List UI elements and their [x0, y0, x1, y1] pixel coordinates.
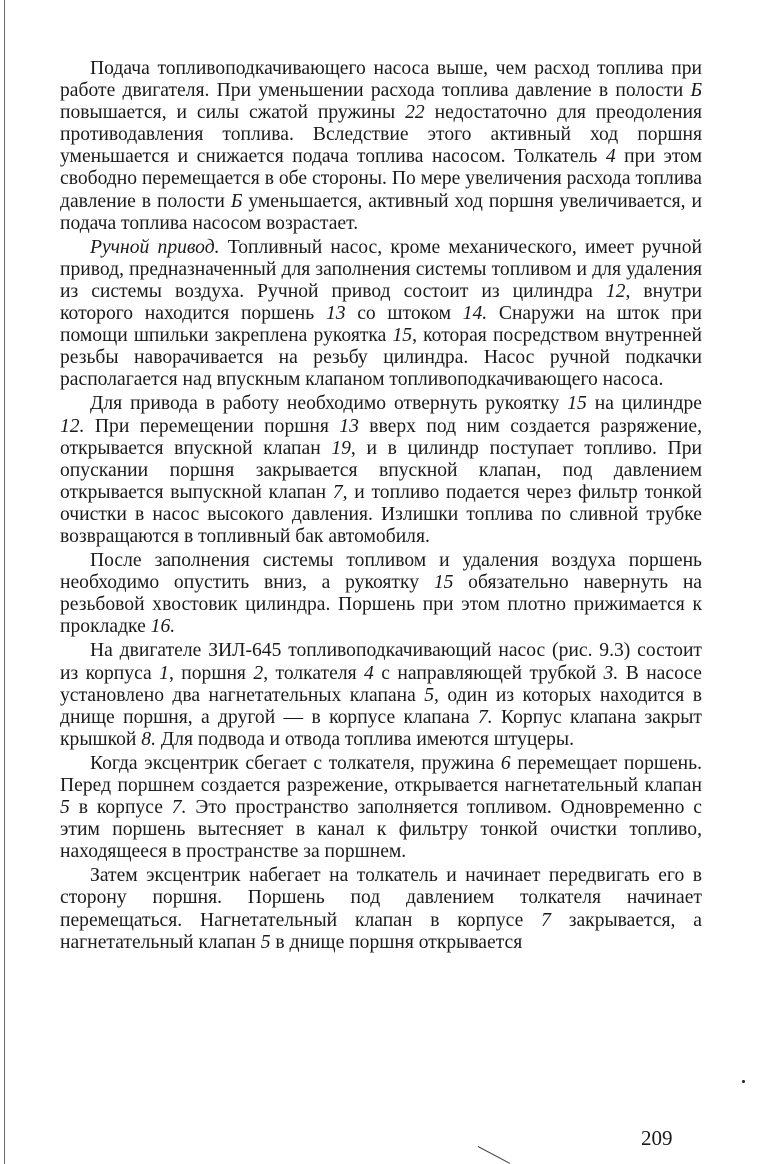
paragraph: Ручной привод. Топливный насос, кроме механического, имеет ручной привод, предназначенный для заполнения системы топливом и для удаления из системы воздуха. Ручной привод состоит из цилиндра 12, внутри которого находится поршень 13 со штоком 14. Снаружи на шток при помощи шпильки закреплена рукоятка 15, которая посредством внутренней резьбы наворачивается на резьбу цилиндра. Насос ручной подкачки располагается над впускным клапаном топливоподкачивающего насоса. — [60, 236, 702, 391]
italic-ref: 1 — [159, 662, 169, 684]
italic-ref: 3. — [603, 662, 619, 684]
document-body — [60, 58, 702, 954]
italic-ref: 12 — [605, 280, 626, 302]
italic-ref: 4 — [364, 662, 374, 684]
italic-ref: 2 — [253, 662, 264, 684]
italic-ref: 16. — [150, 616, 176, 638]
scan-mark — [478, 1146, 510, 1164]
italic-ref: 13 — [325, 303, 346, 325]
italic-ref: Ручной привод. — [90, 236, 220, 258]
italic-ref: 19 — [331, 437, 351, 459]
italic-ref: 4 — [605, 146, 616, 168]
italic-ref: 5 — [424, 684, 435, 706]
italic-ref: 22 — [405, 102, 425, 124]
italic-ref: 7 — [541, 909, 551, 931]
paragraph: Для привода в работу необходимо отвернуть рукоятку 15 на цилиндре 12. При перемещении поршня 13 вверх под ним создается разряжение, открывается впускной клапан 19, и в цилиндр поступает топливо. При опускании поршня закрывается впускной клапан, под давлением открывается выпускной клапан 7, и топливо подается через фильтр тонкой очистки в насос высокого давления. Излишки топлива по сливной трубке возвращаются в топливный бак автомобиля. — [60, 393, 702, 547]
scan-speck — [742, 1080, 745, 1083]
paragraph: После заполнения системы топливом и удаления воздуха поршень необходимо опустить вниз, а рукоятку 15 обязательно навернуть на резьбовой хвостовик цилиндра. Поршень при этом плотно прижимается к прокладке 16. — [60, 550, 702, 638]
italic-ref: 15 — [392, 325, 413, 347]
page-number: 209 — [641, 1126, 673, 1150]
page-edge-line — [4, 0, 5, 1164]
paragraph: Когда эксцентрик сбегает с толкателя, пружина 6 перемещает поршень. Перед поршнем создается разрежение, открывается нагнетательный клапан 5 в корпусе 7. Это пространство заполняется топливом. Одновременно с этим поршень вытесняет в канал к фильтру тонкой очистки топливо, находящееся в пространстве за поршнем. — [60, 752, 703, 863]
italic-ref: 5 — [260, 931, 271, 953]
paragraph: Затем эксцентрик набегает на толкатель и начинает передвигать его в сторону поршня. Поршень под давлением толкателя начинает перемещаться. Нагнетательный клапан в корпусе 7 закрывается, а нагнетательный клапан 5 в днище поршня открывается — [60, 865, 702, 953]
italic-ref: Б — [230, 190, 243, 212]
italic-ref: 15 — [567, 393, 587, 415]
italic-ref: 5 — [60, 797, 70, 819]
italic-ref: 12. — [60, 415, 85, 437]
italic-ref: 7. — [171, 797, 187, 819]
italic-ref: 13 — [339, 415, 359, 437]
paragraph: На двигателе ЗИЛ-645 топливоподкачивающий насос (рис. 9.3) состоит из корпуса 1, поршня 2, толкателя 4 с направляющей трубкой 3. В насосе установлено два нагнетательных клапана 5, один из которых находится в днище поршня, а другой — в корпусе клапана 7. Корпус клапана закрыт крышкой 8. Для подвода и отвода топлива имеются штуцеры. — [60, 640, 702, 750]
paragraph: Подача топливоподкачивающего насоса выше, чем расход топлива при работе двигателя. При уменьшении расхода топлива давление в полости Б повышается, и силы сжатой пружины 22 недостаточно для преодоления противодавления топлива. Вследствие этого активный ход поршня уменьшается и снижается подача топлива насосом. Толкатель 4 при этом свободно перемещается в обе стороны. По мере увеличения расхода топлива давление в полости Б уменьшается, активный ход поршня увеличивается, и подача топлива насосом возрастает. — [60, 58, 702, 234]
italic-ref: 8. — [141, 728, 156, 750]
italic-ref: 15 — [433, 572, 454, 594]
italic-ref: 7. — [477, 706, 493, 728]
italic-ref: 14. — [462, 303, 488, 325]
italic-ref: 7 — [332, 481, 343, 503]
italic-ref: Б — [690, 80, 702, 102]
italic-ref: 6 — [500, 752, 511, 774]
